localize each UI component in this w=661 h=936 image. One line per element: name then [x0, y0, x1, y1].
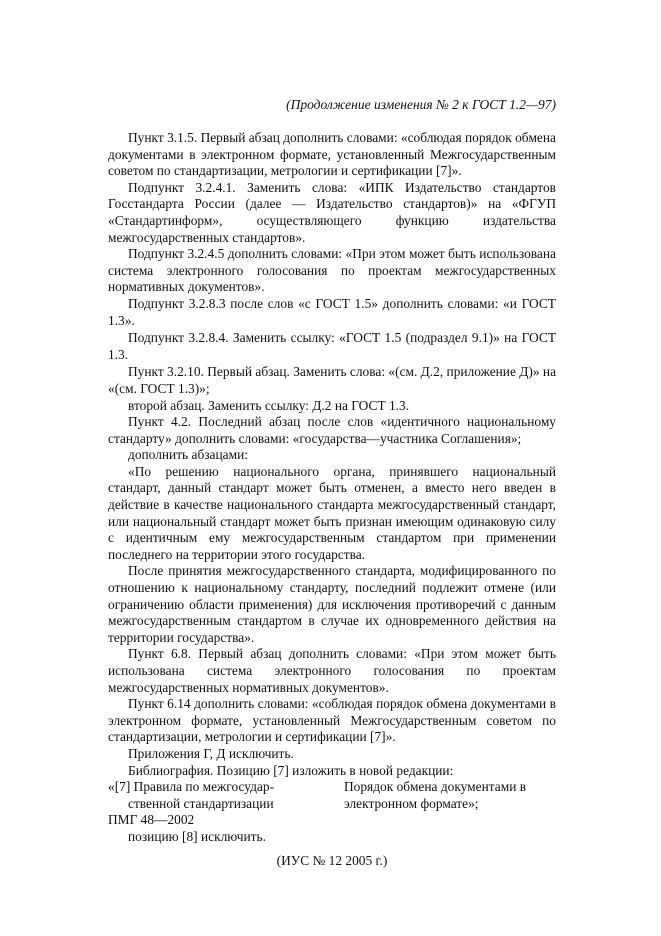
bibliography-right-column	[344, 779, 556, 829]
quoted-paragraph-1: «По решению национального органа, принявшего национальный стандарт, данный стандарт может быть отменен, а вместо него введен в действие в качестве национального стандарта межгосударственный стандарт, или национальный стандарт может быть признан имеющим одинаковую силу с идентичным ему межгосударственным стандартом при применении последнего на территории этого государства.	[108, 463, 556, 562]
paragraph-3-2-10: Пункт 3.2.10. Первый абзац. Заменить слова: «(см. Д.2, приложение Д)» на «(см. ГОСТ 1.3)»;	[108, 364, 557, 396]
page-content	[108, 96, 556, 870]
paragraph-6-8: Пункт 6.8. Первый абзац дополнить словами: «При этом может быть использована система электронного голосования по проектам межгосударственных нормативных документов».	[108, 646, 556, 695]
paragraph-3-2-8-4: Подпункт 3.2.8.4. Заменить ссылку: «ГОСТ 1.5 (подраздел 9.1)» на ГОСТ 1.3.	[108, 330, 556, 362]
paragraph-bibliography: Библиография. Позицию [7] изложить в новой редакции:	[128, 762, 454, 778]
bibliography-desc-line-1: Порядок обмена документами в	[344, 779, 527, 795]
quoted-paragraph-2: После принятия межгосударственного стандарта, модифицированного по отношению к национальному стандарту, последний подлежит отмене (или ограничению области применения) для исключения противоречий с данным межгосударственным стандартом в случае их одновременного действия на территории государства».	[108, 563, 556, 645]
paragraph-3-2-4-1: Подпункт 3.2.4.1. Заменить слова: «ИПК Издательство стандартов Госстандарта России (далее — Издательство стандартов)» на «ФГУП «Стандартинформ», осуществляющего функцию издательства межгосударственных стандартов».	[108, 179, 556, 245]
paragraph-4-2: Пункт 4.2. Последний абзац после слов «идентичного национальному стандарту» дополнить словами: «государства—участника Соглашения»;	[108, 414, 556, 446]
paragraph-closing: позицию [8] исключить.	[128, 828, 266, 844]
bibliography-desc-line-2: электронном формате»;	[344, 795, 479, 811]
continuation-header: (Продолжение изменения № 2 к ГОСТ 1.2—97)	[286, 97, 556, 112]
bibliography-code: ПМГ 48—2002	[108, 812, 195, 828]
paragraph-add-abzacs: дополнить абзацами:	[128, 447, 248, 463]
paragraph-second-abzac: второй абзац. Заменить ссылку: Д.2 на ГОСТ 1.3.	[128, 397, 410, 413]
paragraph-3-2-8-3: Подпункт 3.2.8.3 после слов «с ГОСТ 1.5» дополнить словами: «и ГОСТ 1.3».	[108, 295, 556, 328]
paragraph-appendices: Приложения Г, Д исключить.	[128, 745, 294, 761]
bibliography-title-line-2: ственной стандартизации	[128, 795, 274, 811]
bibliography-entry-7	[108, 779, 556, 829]
source-footer: (ИУС № 12 2005 г.)	[276, 852, 388, 868]
paragraph-3-1-5: Пункт 3.1.5. Первый абзац дополнить словами: «соблюдая порядок обмена документами в электронном формате, установленный Межгосударственным советом по стандартизации, метрологии и сертификации [7]».	[108, 130, 556, 179]
quoted-amendment	[108, 464, 556, 647]
paragraph-6-14: Пункт 6.14 дополнить словами: «соблюдая порядок обмена документами в электронном формате, установленный Межгосударственным советом по стандартизации, метрологии и сертификации [7]».	[108, 696, 556, 745]
bibliography-left-column	[108, 779, 328, 829]
bibliography-title-line-1: «[7] Правила по межгосудар-	[108, 779, 275, 795]
paragraph-3-2-4-5: Подпункт 3.2.4.5 дополнить словами: «При этом может быть использована система электронного голосования по проектам межгосударственных нормативных документов».	[108, 246, 556, 295]
